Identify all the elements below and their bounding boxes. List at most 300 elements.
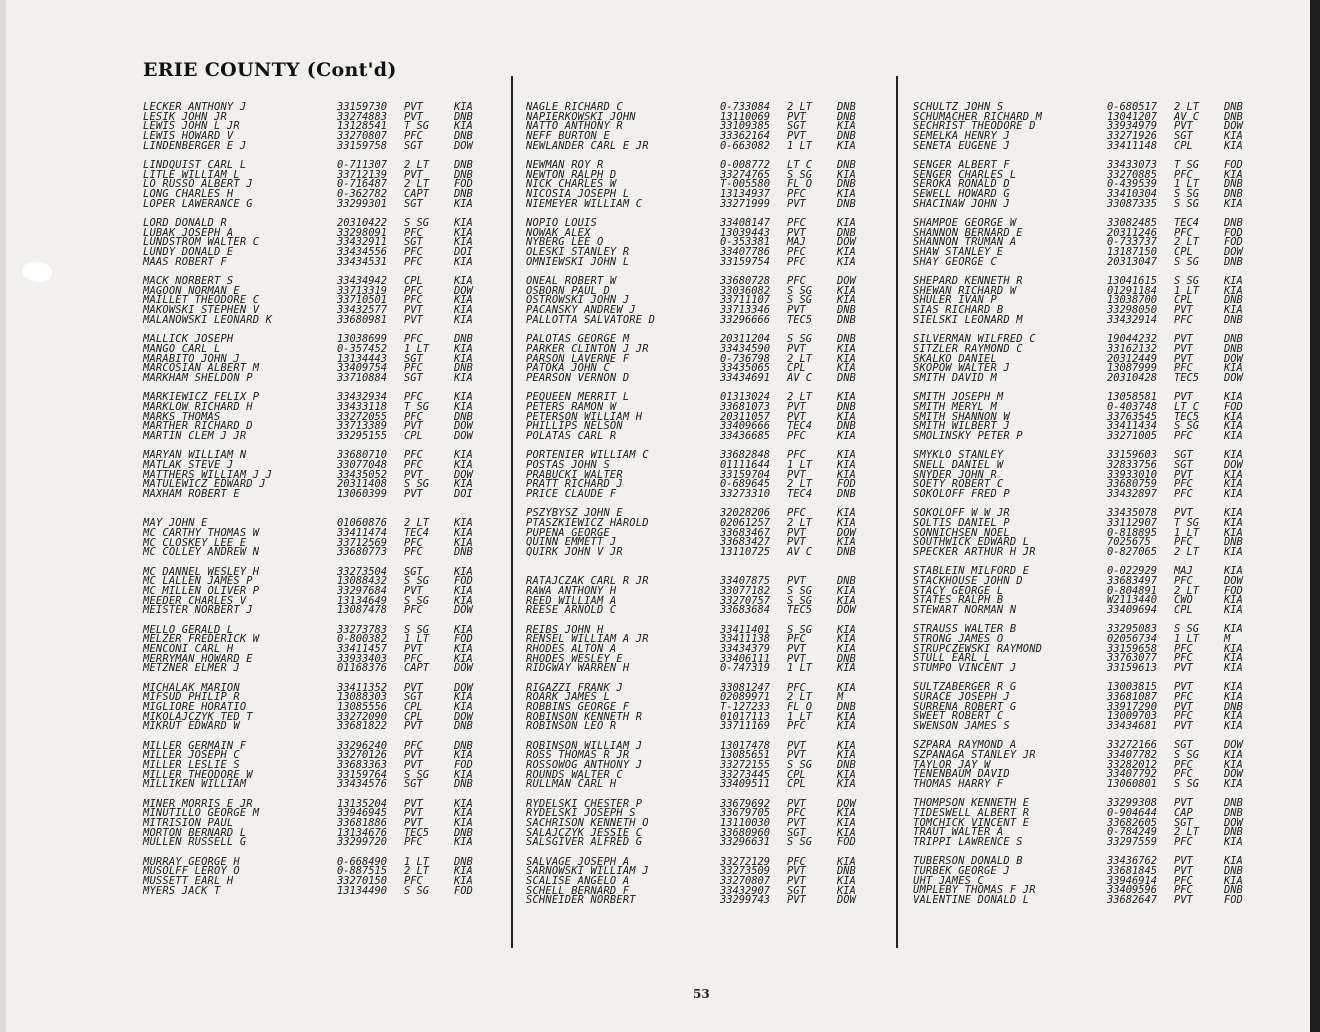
row-rank: PFC bbox=[1174, 536, 1193, 549]
row-name: NOWAK ALEX bbox=[526, 226, 591, 239]
punch-hole bbox=[22, 262, 52, 282]
row-serial-number: 0-663082 bbox=[720, 139, 771, 152]
row-serial-number: 33933403 bbox=[337, 652, 388, 665]
row-status: KIA bbox=[1224, 778, 1243, 791]
row-status: KIA bbox=[454, 536, 473, 549]
row-serial-number: 01291184 bbox=[1107, 284, 1158, 297]
roster-row bbox=[143, 197, 513, 210]
roster-row bbox=[526, 197, 896, 210]
roster-group bbox=[526, 739, 896, 791]
row-rank: PFC bbox=[404, 294, 423, 307]
row-rank: PVT bbox=[1174, 342, 1193, 355]
row-rank: CPL bbox=[787, 778, 806, 791]
row-name: MAXHAM ROBERT E bbox=[143, 487, 240, 500]
row-name: SIAS RICHARD B bbox=[913, 304, 1004, 317]
row-name: PETERS RAMON W bbox=[526, 400, 617, 413]
row-serial-number: 33680981 bbox=[337, 313, 388, 326]
row-serial-number: 33406111 bbox=[720, 652, 771, 665]
row-rank: 1 LT bbox=[404, 633, 430, 646]
row-name: MEEDER CHARLES V bbox=[143, 594, 247, 607]
row-name: SEMELKA HENRY J bbox=[913, 130, 1010, 143]
row-status: DOW bbox=[837, 797, 856, 810]
row-name: MARTHER RICHARD D bbox=[143, 420, 253, 433]
row-name: MITRISION PAUL bbox=[143, 817, 234, 830]
row-name: RENSEL WILLIAM A JR bbox=[526, 633, 649, 646]
row-serial-number: 0-403748 bbox=[1107, 400, 1158, 413]
row-name: PEARSON VERNON D bbox=[526, 371, 630, 384]
row-rank: S SG bbox=[1174, 188, 1200, 201]
row-serial-number: 13009703 bbox=[1107, 710, 1158, 723]
row-name: SMITH SHANNON W bbox=[913, 410, 1010, 423]
row-rank: SGT bbox=[404, 565, 423, 578]
roster-group bbox=[913, 451, 1283, 499]
row-name: UMPLEBY THOMAS F JR bbox=[913, 884, 1036, 897]
roster-group bbox=[526, 623, 896, 675]
row-serial-number: 33409596 bbox=[1107, 884, 1158, 897]
row-serial-number: 02056734 bbox=[1107, 632, 1158, 645]
roster-row bbox=[526, 606, 896, 616]
row-name: MUSOLFF LEROY O bbox=[143, 865, 240, 878]
row-serial-number: 0-818895 bbox=[1107, 526, 1158, 539]
row-serial-number: 0-733084 bbox=[720, 101, 771, 113]
row-serial-number: 33933010 bbox=[1107, 468, 1158, 481]
row-status: KIA bbox=[837, 449, 856, 462]
row-serial-number: 33680710 bbox=[337, 449, 388, 462]
row-serial-number: 33273783 bbox=[337, 623, 388, 636]
row-status: DOW bbox=[454, 139, 473, 152]
row-serial-number: 33683497 bbox=[1107, 574, 1158, 587]
row-name: SEWELL HOWARD G bbox=[913, 188, 1010, 201]
row-rank: PFC bbox=[404, 652, 423, 665]
row-name: MARABITO JOHN J bbox=[143, 352, 240, 365]
row-name: REIBS JOHN H bbox=[526, 623, 604, 636]
row-status: DOW bbox=[1224, 739, 1243, 752]
row-serial-number: 33713319 bbox=[337, 284, 388, 297]
row-name: MATTHERS WILLIAM J J bbox=[143, 468, 273, 481]
row-serial-number: 33299308 bbox=[1107, 797, 1158, 810]
row-serial-number: 13038699 bbox=[337, 333, 388, 346]
roster-row bbox=[143, 722, 513, 732]
row-status: KIA bbox=[1224, 691, 1243, 703]
row-status: KIA bbox=[837, 884, 856, 897]
row-rank: SGT bbox=[1174, 816, 1193, 829]
row-rank: CAP bbox=[1174, 807, 1193, 820]
row-status: KIA bbox=[837, 594, 856, 607]
row-status: KIA bbox=[454, 652, 473, 665]
row-serial-number: 0-887515 bbox=[337, 865, 388, 878]
row-name: MARYAN WILLIAM N bbox=[143, 449, 247, 462]
row-status: DNB bbox=[837, 226, 856, 239]
roster-group bbox=[526, 277, 896, 325]
row-serial-number: 33077182 bbox=[720, 584, 771, 597]
roster-row bbox=[526, 371, 896, 384]
row-rank: PFC bbox=[787, 449, 806, 462]
row-serial-number: 33680759 bbox=[1107, 478, 1158, 491]
row-status: DOW bbox=[1224, 768, 1243, 781]
row-name: SOLTIS DANIEL P bbox=[913, 516, 1010, 529]
row-serial-number: 20311204 bbox=[720, 333, 771, 346]
roster-row bbox=[526, 545, 896, 558]
row-rank: 1 LT bbox=[787, 710, 813, 723]
row-name: TRAUT WALTER A bbox=[913, 826, 1004, 839]
row-rank: PFC bbox=[1174, 313, 1193, 326]
row-rank: S SG bbox=[1174, 275, 1200, 288]
row-serial-number: 33295155 bbox=[337, 429, 388, 442]
row-serial-number: 33362164 bbox=[720, 130, 771, 143]
row-status: KIA bbox=[454, 594, 473, 607]
row-serial-number: 33434379 bbox=[720, 642, 771, 655]
row-status: DOW bbox=[1224, 120, 1243, 133]
row-status: KIA bbox=[1224, 516, 1243, 529]
row-status: DNB bbox=[837, 159, 856, 172]
row-rank: PFC bbox=[1174, 168, 1193, 181]
row-status: FOD bbox=[454, 178, 473, 191]
row-serial-number: 33272129 bbox=[720, 855, 771, 868]
row-rank: SGT bbox=[404, 778, 423, 791]
row-status: DOW bbox=[454, 710, 473, 723]
row-status: KIA bbox=[1224, 487, 1243, 500]
row-name: STRAUSS WALTER B bbox=[913, 623, 1017, 636]
row-status: KIA bbox=[837, 768, 856, 781]
row-status: KIA bbox=[837, 826, 856, 839]
row-serial-number: 33433118 bbox=[337, 400, 388, 413]
row-serial-number: 33435052 bbox=[337, 468, 388, 481]
row-name: LOPER LAWERANCE G bbox=[143, 197, 253, 210]
row-serial-number: 33432914 bbox=[1107, 313, 1158, 326]
row-status: KIA bbox=[837, 749, 856, 762]
roster-row bbox=[913, 487, 1283, 500]
row-name: MURRAY GEORGE H bbox=[143, 855, 240, 868]
row-rank: S SG bbox=[1174, 197, 1200, 210]
row-name: MICHALAK MARION bbox=[143, 681, 240, 694]
row-status: KIA bbox=[454, 623, 473, 636]
row-status: KIA bbox=[1224, 623, 1243, 636]
row-rank: PFC bbox=[404, 410, 423, 423]
row-rank: PFC bbox=[404, 875, 423, 888]
roster-group bbox=[913, 103, 1283, 151]
roster-group bbox=[143, 797, 513, 849]
row-status: DOW bbox=[1224, 816, 1243, 829]
row-status: DNB bbox=[837, 333, 856, 346]
row-status: KIA bbox=[1224, 681, 1243, 694]
row-name: STRONG JAMES O bbox=[913, 632, 1004, 645]
row-rank: PVT bbox=[404, 168, 423, 181]
row-status: KIA bbox=[1224, 594, 1243, 607]
page-number: 53 bbox=[693, 987, 710, 1001]
row-status: KIA bbox=[454, 294, 473, 307]
roster-group bbox=[913, 567, 1283, 615]
row-status: KIA bbox=[454, 565, 473, 578]
row-serial-number: 13085651 bbox=[720, 749, 771, 762]
row-name: MAILLET THEODORE C bbox=[143, 294, 260, 307]
row-name: PATOKA JOHN C bbox=[526, 362, 610, 375]
row-rank: SGT bbox=[404, 352, 423, 365]
row-status: KIA bbox=[454, 797, 473, 810]
row-status: KIA bbox=[837, 623, 856, 636]
row-status: KIA bbox=[454, 875, 473, 888]
row-status: KIA bbox=[837, 807, 856, 820]
row-rank: 1 LT bbox=[404, 855, 430, 868]
row-name: PSZYBYSZ JOHN E bbox=[526, 507, 623, 520]
row-status: KIA bbox=[1224, 758, 1243, 771]
row-rank: PVT bbox=[1174, 120, 1193, 133]
row-rank: PVT bbox=[787, 875, 806, 888]
roster-row bbox=[913, 139, 1283, 152]
roster-row bbox=[913, 255, 1283, 268]
row-name: SNELL DANIEL W bbox=[913, 458, 1004, 471]
row-rank: PVT bbox=[787, 197, 806, 210]
row-rank: S SG bbox=[1174, 749, 1200, 762]
row-serial-number: 32833756 bbox=[1107, 458, 1158, 471]
row-rank: PVT bbox=[404, 720, 423, 733]
row-rank: PFC bbox=[404, 333, 423, 346]
row-serial-number: 0-680517 bbox=[1107, 101, 1158, 113]
row-rank: AV C bbox=[787, 545, 813, 558]
row-rank: CAPT bbox=[404, 662, 430, 675]
row-rank: PFC bbox=[787, 681, 806, 694]
row-status: DNB bbox=[837, 701, 856, 713]
row-rank: CPL bbox=[404, 429, 423, 442]
row-status: DNB bbox=[837, 178, 856, 191]
row-serial-number: 33434691 bbox=[720, 371, 771, 384]
row-name: ONEAL ROBERT W bbox=[526, 275, 617, 288]
roster-row bbox=[526, 487, 896, 500]
row-status: KIA bbox=[1224, 720, 1243, 733]
row-serial-number: 33282012 bbox=[1107, 758, 1158, 771]
row-serial-number: 33682848 bbox=[720, 449, 771, 462]
row-name: SCHNEIDER NORBERT bbox=[526, 894, 636, 907]
row-status: DNB bbox=[454, 720, 473, 733]
row-rank: PVT bbox=[787, 642, 806, 655]
row-serial-number: 33681822 bbox=[337, 720, 388, 733]
row-serial-number: 33299301 bbox=[337, 197, 388, 210]
row-name: NEWLANDER CARL E JR bbox=[526, 139, 649, 152]
row-serial-number: 33270807 bbox=[337, 130, 388, 143]
roster-row bbox=[913, 313, 1283, 326]
row-rank: TEC4 bbox=[404, 526, 430, 539]
row-rank: PVT bbox=[404, 487, 423, 500]
row-status: DNB bbox=[1224, 342, 1243, 355]
roster-group bbox=[913, 625, 1283, 673]
roster-group bbox=[913, 161, 1283, 209]
row-name: SOUTHWICK EDWARD L bbox=[913, 536, 1030, 549]
row-serial-number: 33946945 bbox=[337, 807, 388, 820]
row-name: SCHUMACHER RICHARD M bbox=[913, 110, 1043, 123]
row-rank: 2 LT bbox=[787, 691, 813, 704]
row-name: TUBERSON DONALD B bbox=[913, 855, 1023, 868]
row-serial-number: 33159764 bbox=[337, 768, 388, 781]
row-name: MC COLLEY ANDREW N bbox=[143, 546, 260, 559]
roster-row bbox=[913, 722, 1283, 732]
roster-row bbox=[143, 838, 513, 848]
row-name: SONNICHSEN NOEL bbox=[913, 526, 1010, 539]
row-serial-number: 13088303 bbox=[337, 691, 388, 704]
row-name: SOKOLOFF FRED P bbox=[913, 487, 1010, 500]
row-rank: PFC bbox=[1174, 574, 1193, 587]
row-name: PEQUEEN MERRIT L bbox=[526, 391, 630, 404]
row-name: MACK NORBERT S bbox=[143, 275, 234, 288]
row-rank: PFC bbox=[787, 255, 806, 268]
row-rank: TEC4 bbox=[1174, 217, 1200, 230]
row-status: KIA bbox=[454, 865, 473, 878]
row-serial-number: 33683427 bbox=[720, 536, 771, 549]
row-status: KIA bbox=[1224, 362, 1243, 375]
row-status: DOW bbox=[837, 526, 856, 539]
row-name: LEWIS HOWARD V bbox=[143, 130, 234, 143]
row-serial-number: 33711107 bbox=[720, 294, 771, 307]
row-status: DNB bbox=[1224, 188, 1243, 201]
roster-group bbox=[526, 219, 896, 267]
row-status: DNB bbox=[1224, 536, 1243, 549]
row-status: KIA bbox=[837, 139, 856, 152]
row-status: FOD bbox=[454, 884, 473, 897]
row-name: OLESKI STANLEY R bbox=[526, 246, 630, 259]
row-serial-number: 33713346 bbox=[720, 304, 771, 317]
row-name: SILVERMAN WILFRED C bbox=[913, 333, 1036, 346]
row-rank: SGT bbox=[787, 120, 806, 133]
row-serial-number: 13058581 bbox=[1107, 391, 1158, 404]
row-name: SCALISE ANGELO A bbox=[526, 875, 630, 888]
row-status: KIA bbox=[1224, 391, 1243, 404]
row-name: LUNDY DONALD E bbox=[143, 246, 234, 259]
row-name: SARNOWSKI WILLIAM J bbox=[526, 865, 649, 878]
row-status: DNB bbox=[454, 110, 473, 123]
row-name: STATES RALPH B bbox=[913, 594, 1004, 607]
roster-row bbox=[526, 664, 896, 674]
row-name: NICOSIA JOSEPH L bbox=[526, 188, 630, 201]
row-rank: 1 LT bbox=[787, 139, 813, 152]
row-status: DOW bbox=[837, 275, 856, 288]
row-status: KIA bbox=[837, 255, 856, 268]
row-serial-number: 13134676 bbox=[337, 826, 388, 839]
row-rank: PVT bbox=[1174, 352, 1193, 365]
row-name: ROBBINS GEORGE F bbox=[526, 701, 630, 713]
row-serial-number: 0-784249 bbox=[1107, 826, 1158, 839]
row-name: NATTO ANTHONY R bbox=[526, 120, 623, 133]
row-serial-number: 33436762 bbox=[1107, 855, 1158, 868]
row-status: KIA bbox=[1224, 855, 1243, 868]
row-rank: S SG bbox=[787, 294, 813, 307]
row-rank: PVT bbox=[1174, 681, 1193, 694]
row-serial-number: 33763545 bbox=[1107, 410, 1158, 423]
row-status: KIA bbox=[837, 516, 856, 529]
row-name: PORTENIER WILLIAM C bbox=[526, 449, 649, 462]
roster-row bbox=[143, 139, 513, 152]
row-serial-number: 13110725 bbox=[720, 545, 771, 558]
row-status: FOD bbox=[1224, 400, 1243, 413]
row-rank: PVT bbox=[1174, 304, 1193, 317]
row-status: DOW bbox=[1224, 574, 1243, 587]
row-rank: 2 LT bbox=[787, 391, 813, 404]
row-rank: PVT bbox=[404, 101, 423, 113]
row-status: DNB bbox=[1224, 826, 1243, 839]
row-serial-number: 13060399 bbox=[337, 487, 388, 500]
row-rank: PFC bbox=[1174, 362, 1193, 375]
row-name: VALENTINE DONALD L bbox=[913, 894, 1030, 907]
row-status: DNB bbox=[1224, 333, 1243, 346]
row-status: DOW bbox=[1224, 246, 1243, 259]
row-serial-number: 33436685 bbox=[720, 429, 771, 442]
row-status: DNB bbox=[454, 778, 473, 791]
row-serial-number: 7025675 bbox=[1107, 536, 1151, 549]
row-serial-number: 33271005 bbox=[1107, 429, 1158, 442]
row-serial-number: 13087478 bbox=[337, 604, 388, 617]
row-name: LONG CHARLES H bbox=[143, 188, 234, 201]
row-serial-number: 02089971 bbox=[720, 691, 771, 704]
row-name: MIKOLAJCZYK TED T bbox=[143, 710, 253, 723]
row-rank: PFC bbox=[787, 807, 806, 820]
row-rank: 2 LT bbox=[1174, 236, 1200, 249]
row-status: KIA bbox=[1224, 275, 1243, 288]
row-status: DNB bbox=[837, 101, 856, 113]
row-status: FOD bbox=[1224, 236, 1243, 249]
row-name: SURRENA ROBERT G bbox=[913, 700, 1017, 713]
row-serial-number: 33270150 bbox=[337, 875, 388, 888]
row-rank: 2 LT bbox=[787, 352, 813, 365]
row-name: LINDENBERGER E J bbox=[143, 139, 247, 152]
row-serial-number: 33081247 bbox=[720, 681, 771, 694]
row-name: LORD DONALD R bbox=[143, 217, 227, 230]
row-rank: PFC bbox=[1174, 429, 1193, 442]
row-serial-number: 13134443 bbox=[337, 352, 388, 365]
row-serial-number: 13085556 bbox=[337, 701, 388, 713]
roster-row bbox=[143, 664, 513, 674]
row-serial-number: 33409694 bbox=[1107, 604, 1158, 616]
row-status: DNB bbox=[837, 304, 856, 317]
row-status: FOD bbox=[1224, 584, 1243, 597]
row-serial-number: 33763077 bbox=[1107, 652, 1158, 665]
roster-group bbox=[143, 565, 513, 617]
row-name: THOMPSON KENNETH E bbox=[913, 797, 1030, 810]
row-status: KIA bbox=[454, 226, 473, 239]
row-serial-number: 01017113 bbox=[720, 710, 771, 723]
row-status: KIA bbox=[454, 836, 473, 849]
roster-row bbox=[913, 545, 1283, 558]
row-status: DNB bbox=[837, 575, 856, 588]
row-name: LITLE WILLIAM L bbox=[143, 168, 240, 181]
row-rank: PVT bbox=[404, 807, 423, 820]
row-rank: TEC5 bbox=[787, 313, 813, 326]
row-serial-number: 33679705 bbox=[720, 807, 771, 820]
row-rank: MAJ bbox=[1174, 565, 1193, 578]
row-status: DNB bbox=[837, 313, 856, 326]
row-serial-number: 33710501 bbox=[337, 294, 388, 307]
row-status: KIA bbox=[454, 478, 473, 491]
row-name: PETERSON WILLIAM H bbox=[526, 410, 643, 423]
row-serial-number: 01060876 bbox=[337, 517, 388, 530]
row-serial-number: T-005580 bbox=[720, 178, 771, 191]
row-name: MILLER LESLIE S bbox=[143, 759, 240, 772]
row-serial-number: 33934979 bbox=[1107, 120, 1158, 133]
row-rank: TEC4 bbox=[787, 420, 813, 433]
row-serial-number: 33159658 bbox=[1107, 642, 1158, 655]
row-status: KIA bbox=[454, 526, 473, 539]
row-name: TRIPPI LAWRENCE S bbox=[913, 836, 1023, 849]
row-name: SZPARA RAYMOND A bbox=[913, 739, 1017, 752]
row-rank: PVT bbox=[1174, 662, 1193, 675]
row-rank: S SG bbox=[404, 478, 430, 491]
row-name: PACANSKY ANDREW J bbox=[526, 304, 636, 317]
row-serial-number: 13134649 bbox=[337, 594, 388, 607]
row-serial-number: 20310428 bbox=[1107, 371, 1158, 384]
row-name: SHANNON TRUMAN A bbox=[913, 236, 1017, 249]
row-name: MARKLOW RICHARD H bbox=[143, 400, 253, 413]
page-title: ERIE COUNTY (Cont'd) bbox=[143, 59, 397, 81]
row-status: KIA bbox=[837, 410, 856, 423]
roster-row bbox=[913, 371, 1283, 384]
row-serial-number: 0-904644 bbox=[1107, 807, 1158, 820]
roster-row bbox=[913, 429, 1283, 442]
